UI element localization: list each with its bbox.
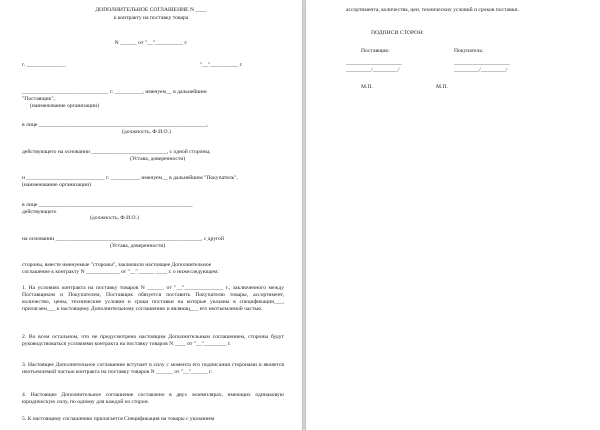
preamble-line: стороны, вместе именуемые "стороны", заключили настоящее Дополнительное [22, 262, 212, 268]
supplier-stamp-mark: М.П. [361, 84, 373, 90]
party-supplier-line: _______________________________ г. __________, именуем__ в дальнейшем [22, 89, 207, 95]
position-caption: (должность, Ф.И.О.) [122, 129, 171, 135]
continuation-line: ассортимента, количества, цен, технических условий и сроков поставки. [346, 7, 519, 13]
acting-basis-line: на основании ____________________________________________________, с другой [22, 236, 224, 242]
supplier-signature-line: ____________________ [346, 60, 402, 66]
supplier-signature-decoding: _________/_________/ [346, 67, 400, 73]
org-name-caption: (наименование организации) [22, 182, 91, 188]
city-line: г. ______________ [22, 62, 66, 68]
clause-3: 3. Настоящее Дополнительное соглашение вступает в силу с момента его подписания сторонами и является неотъемлемой частью контракта на поставку товаров N ______ от "__"______ г. [22, 362, 284, 375]
supplier-term: "Поставщик", [22, 96, 56, 102]
buyer-signature-label: Покупатель: [454, 48, 484, 54]
buyer-signature-decoding: _________/_________/ [454, 67, 508, 73]
clause-5: 5. К настоящему соглашению прилагается Спецификация на товары с указанием [22, 416, 215, 422]
party-buyer-line: и ____________________________ г. __________, именуем__ в дальнейшем "Покупатель", [22, 175, 238, 181]
document-title: ДОПОЛНИТЕЛЬНОЕ СОГЛАШЕНИЕ N ____ [95, 7, 207, 13]
clause-2: 2. Во всем остальном, что не предусмотрено настоящим Дополнительным соглашением, стороны будут руководствоваться условиями контракта на поставку товаров N ____ от "__"________ г. [22, 334, 284, 347]
acting-word: действующего [22, 209, 57, 215]
acting-basis-line: действующего на основании ___________________________, с одной стороны, [22, 149, 211, 155]
buyer-signature-line: ____________________ [454, 60, 510, 66]
clause-4: 4. Настоящее Дополнительное соглашение составлено в двух экземплярах, имеющих одинаковую юридическую силу, по одному для каждой из сторон. [22, 392, 284, 405]
signatures-heading: ПОДПИСИ СТОРОН: [371, 30, 424, 36]
basis-caption: (Устава, доверенности) [130, 156, 186, 162]
agreement-number-line: N ______ от "__"__________ г. [114, 40, 188, 46]
document-subtitle: к контракту на поставку товара [113, 15, 189, 21]
position-caption: (должность, Ф.И.О.) [90, 215, 139, 221]
document-page-2 [306, 0, 600, 430]
clause-1: 1. На условиях контракта на поставку товаров N ______ от "__"______________ г., заключенного между Поставщиком и Покупателем, Поставщик обязуется поставить Покупателю товары, ассортимент, количество, цены, технические условия и сроки поставки на которые указаны в спецификации___, прилагаем___ к настоящему Дополнительному соглашению и являющ___ его неотъемлемой частью. [22, 285, 284, 312]
representative-line: в лице _______________________________________________________ [22, 202, 193, 208]
representative-line: в лице ____________________________________________________________, [22, 122, 208, 128]
buyer-stamp-mark: М.П. [436, 84, 448, 90]
basis-caption: (Устава, доверенности) [110, 243, 166, 249]
date-line: "__"__________ г. [200, 62, 243, 68]
preamble-line: соглашение к контракту N ____________ от "__"______ ____ г. о нижеследующем: [22, 269, 219, 275]
supplier-signature-label: Поставщик: [361, 48, 390, 54]
org-name-caption: (наименование организации) [30, 103, 99, 109]
